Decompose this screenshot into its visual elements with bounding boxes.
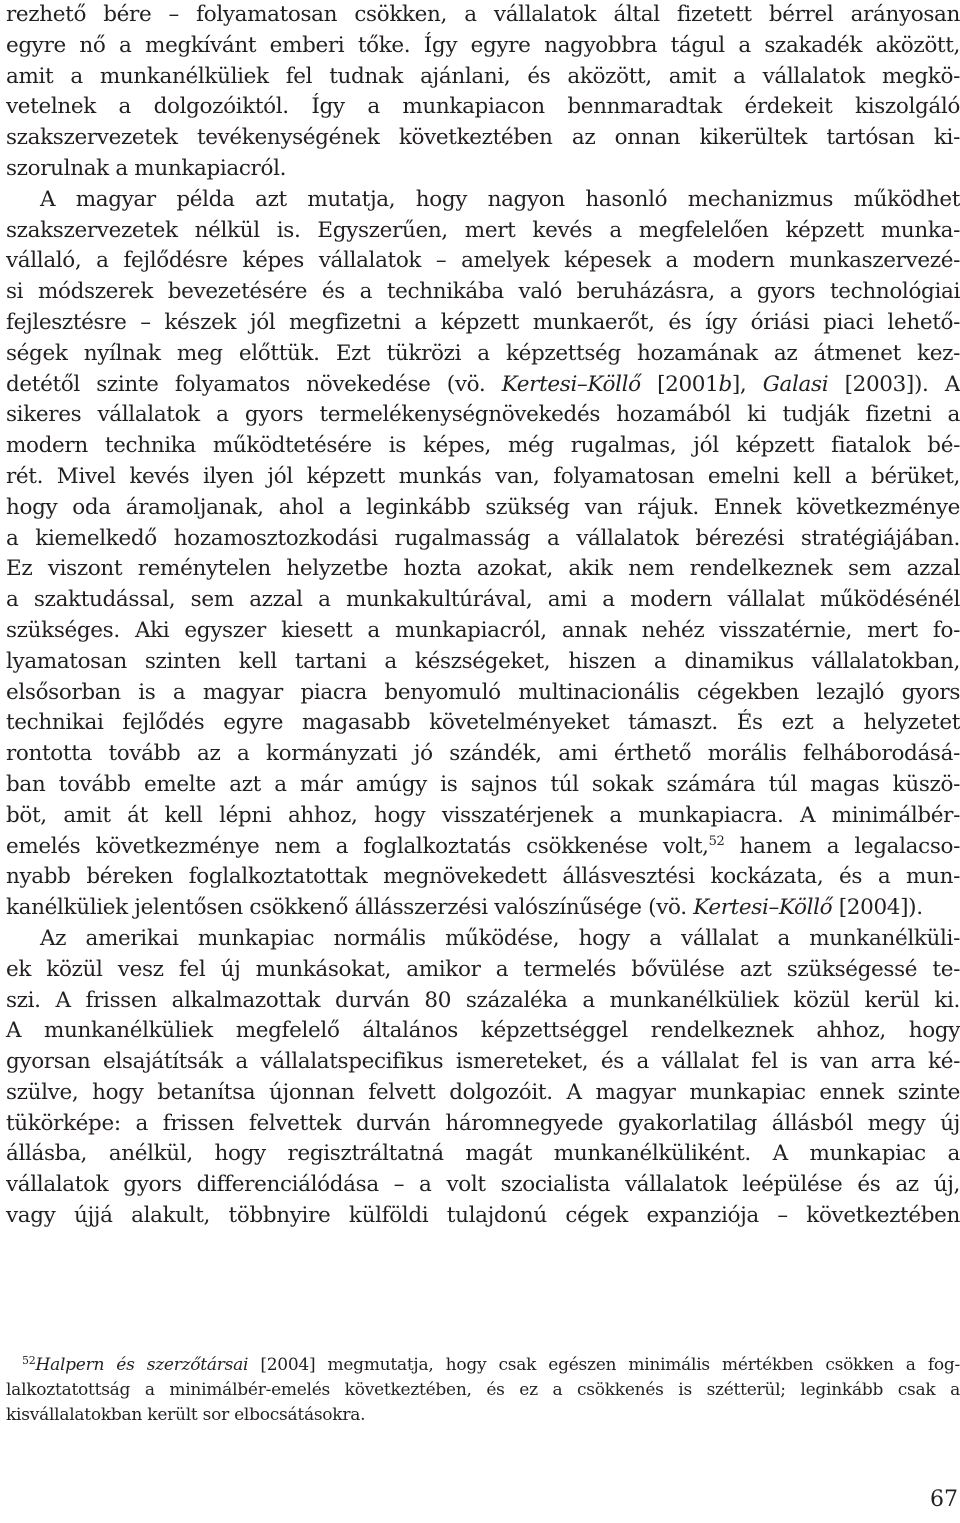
citation-author: Kertesi–Köllő: [693, 895, 833, 921]
text-line: szorulnak a munkapiacról.: [6, 155, 287, 181]
text-line: si módszerek bevezetésére és a technikába való beruházásra, a gyors technológiai: [6, 279, 960, 305]
text-line: elsősorban is a magyar piacra benyomuló multinacionális cégekben lezajló gyors: [6, 679, 960, 705]
text-line: rezhető bére – folyamatosan csökken, a vállalatok által fizetett bérrel arányosan: [6, 2, 960, 27]
text-line: szakszervezetek tevékenységének következtében az onnan kikerültek tartósan ki-: [6, 125, 960, 151]
text-line: egyre nő a megkívánt emberi tőke. Így egyre nagyobbra tágul a szakadék aközött,: [6, 32, 960, 58]
text-run: hanem a legalacso-: [724, 833, 960, 859]
text-line: ségek nyílnak meg előttük. Ezt tükrözi a képzettség hozamának az átmenet kez-: [6, 340, 960, 366]
text-line: rontotta tovább az a kormányzati jó szándék, ami érthető morális felháborodásá-: [6, 741, 960, 767]
body-text: [6, 0, 960, 1232]
page-number: 67: [930, 1487, 958, 1512]
text-line: szükséges. Aki egyszer kiesett a munkapiacról, annak nehéz visszatérnie, mert fo-: [6, 617, 960, 643]
footnote-line: [6, 1353, 960, 1378]
text-line: technikai fejlődés egyre magasabb követelményeket támaszt. És ezt a helyzetet: [6, 710, 960, 736]
footnote-line: kisvállalatokban került sor elbocsátásokra.: [6, 1405, 366, 1425]
text-line: gyorsan elsajátítsák a vállalatspecifikus ismereteket, és a vállalat fel is van arra ké-: [6, 1049, 960, 1075]
text-line: a szaktudással, sem azzal a munkakultúrával, ami a modern vállalat működésénél: [6, 587, 960, 613]
text-line: [6, 832, 960, 863]
text-line: vállaló, a fejlődésre képes vállalatok – amelyek képesek a modern munkaszervezé-: [6, 248, 960, 274]
footnote-reference[interactable]: 52: [708, 833, 725, 849]
text-line: szülve, hogy betanítsa újonnan felvett dolgozóit. A magyar munkapiac ennek szinte: [6, 1079, 960, 1105]
text-line: amit a munkanélküliek fel tudnak ajánlani, és aközött, amit a vállalatok megkö-: [6, 63, 960, 89]
text-line: rét. Mivel kevés ilyen jól képzett munkás van, folyamatosan emelni kell a bérüket,: [6, 463, 960, 489]
footnote: [6, 1353, 960, 1428]
text-line: hogy oda áramoljanak, ahol a leginkább szükség van rájuk. Ennek következménye: [6, 494, 960, 520]
footnote-line: lalkoztatottság a minimálbér-emelés következtében, és ez a csökkenés is szétterül; leginkább csak a: [6, 1380, 960, 1400]
text-line: fejlesztésre – készek jól megfizetni a képzett munkaerőt, és így óriási piaci lehető-: [6, 309, 960, 335]
text-run: [2003]). A: [828, 371, 960, 397]
text-line: vetelnek a dolgozóiktól. Így a munkapiacon bennmaradtak érdekeit kiszolgáló: [6, 94, 960, 120]
text-run: detétől szinte folyamatos növekedése (vö.: [6, 371, 486, 397]
footnote-author: Halpern és szerzőtársai: [35, 1355, 249, 1375]
text-line: [6, 370, 960, 401]
text-run: [2001: [657, 371, 719, 397]
text-run: emelés következménye nem a foglalkoztatás csökkenése volt,: [6, 833, 709, 859]
text-line: Az amerikai munkapiac normális működése, hogy a vállalat a munkanélküli-: [40, 925, 960, 951]
text-line: tükörképe: a frissen felvettek durván háromnegyede gyakorlatilag állásból megy új: [6, 1110, 960, 1136]
citation-suffix: b: [718, 371, 732, 397]
text-line: sikeres vállalatok a gyors termelékenységnövekedés hozamából ki tudják fizetni a: [6, 402, 960, 428]
citation-author: Galasi: [762, 371, 829, 397]
text-line: a kiemelkedő hozamosztozkodási rugalmasság a vállalatok bérezési stratégiájában.: [6, 525, 960, 551]
footnote-mark: 52: [22, 1354, 36, 1367]
text-line: böt, amit át kell lépni ahhoz, hogy visszatérjenek a munkapiacra. A minimálbér-: [6, 802, 960, 828]
text-line: A magyar példa azt mutatja, hogy nagyon hasonló mechanizmus működhet: [40, 186, 960, 212]
text-line: vagy újjá alakult, többnyire külföldi tulajdonú cégek expanziója – következtében: [6, 1203, 960, 1229]
text-line: lyamatosan szinten kell tartani a készségeket, hiszen a dinamikus vállalatokban,: [6, 648, 960, 674]
text-line: vállalatok gyors differenciálódása – a volt szocialista vállalatok leépülése és az új,: [6, 1172, 960, 1198]
text-line: modern technika működtetésére is képes, még rugalmas, jól képzett fiatalok bé-: [6, 433, 960, 459]
text-line: szi. A frissen alkalmazottak durván 80 százaléka a munkanélküliek közül kerül ki.: [6, 987, 960, 1013]
text-line: ek közül vesz fel új munkásokat, amikor a termelés bővülése azt szükségessé te-: [6, 956, 960, 982]
text-line: ban tovább emelte azt a már amúgy is sajnos túl sokak számára túl magas küszö-: [6, 771, 960, 797]
text-line: állásba, anélkül, hogy regisztráltatná magát munkanélküliként. A munkapiac a: [6, 1141, 960, 1167]
text-run: ],: [731, 371, 763, 397]
text-line: szakszervezetek nélkül is. Egyszerűen, mert kevés a megfelelően képzett munka-: [6, 217, 960, 243]
citation-author: Kertesi–Köllő: [501, 371, 641, 397]
text-line: [6, 893, 960, 924]
text-run: kanélküliek jelentősen csökkenő állásszerzési valószínűsége (vö.: [6, 895, 687, 921]
footnote-text: [2004] megmutatja, hogy csak egészen minimális mértékben csökken a fog-: [248, 1355, 960, 1375]
text-run: [2004]).: [832, 895, 923, 921]
text-line: Ez viszont reménytelen helyzetbe hozta azokat, akik nem rendelkeznek sem azzal: [6, 556, 960, 582]
text-line: A munkanélküliek megfelelő általános képzettséggel rendelkeznek ahhoz, hogy: [6, 1018, 960, 1044]
text-line: nyabb béreken foglalkoztatottak megnövekedett állásvesztési kockázata, és a mun-: [6, 864, 960, 890]
